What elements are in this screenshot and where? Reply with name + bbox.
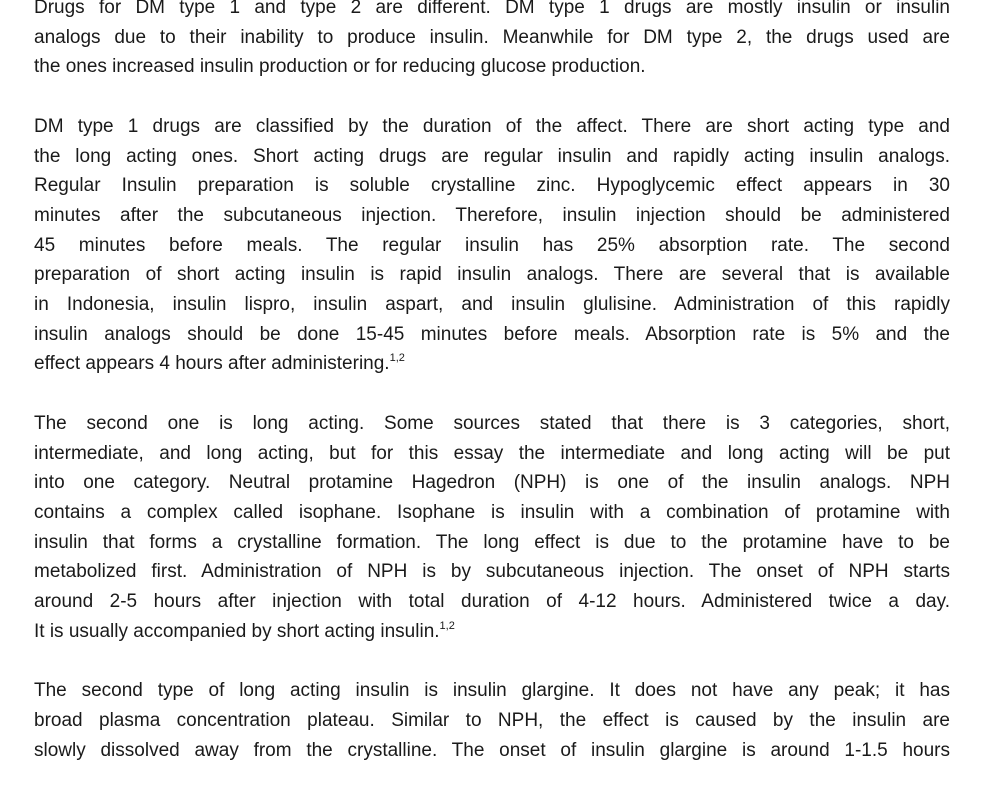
text-line: effect appears 4 hours after administering. xyxy=(34,353,390,375)
paragraph-drug-types xyxy=(34,0,950,82)
text-line: the ones increased insulin production or for reducing glucose production. xyxy=(34,56,646,78)
citation-superscript: 1,2 xyxy=(439,619,455,632)
text-line: metabolized first. Administration of NPH is by subcutaneous injection. The onset of NPH starts xyxy=(34,561,950,583)
text-line: Drugs for DM type 1 and type 2 are different. DM type 1 drugs are mostly insulin or insulin xyxy=(34,0,950,18)
text-line: around 2-5 hours after injection with total duration of 4-12 hours. Administered twice a day. xyxy=(34,591,950,613)
text-line: insulin that forms a crystalline formation. The long effect is due to the protamine have to be xyxy=(34,531,950,553)
text-line: preparation of short acting insulin is rapid insulin analogs. There are several that is available xyxy=(34,264,950,286)
text-line: into one category. Neutral protamine Hagedron (NPH) is one of the insulin analogs. NPH xyxy=(34,472,950,494)
text-line: Regular Insulin preparation is soluble crystalline zinc. Hypoglycemic effect appears in 30 xyxy=(34,175,950,197)
text-line: The second one is long acting. Some sources stated that there is 3 categories, short, xyxy=(34,412,950,434)
text-line: intermediate, and long acting, but for this essay the intermediate and long acting will be put xyxy=(34,442,950,464)
text-line: 45 minutes before meals. The regular insulin has 25% absorption rate. The second xyxy=(34,234,950,256)
text-line-with-citation xyxy=(34,617,950,647)
paragraph-insulin-glargine xyxy=(34,676,950,765)
text-line: broad plasma concentration plateau. Similar to NPH, the effect is caused by the insulin are xyxy=(34,709,950,731)
text-line-with-citation xyxy=(34,349,950,379)
text-line: insulin analogs should be done 15-45 minutes before meals. Absorption rate is 5% and the xyxy=(34,323,950,345)
document-page xyxy=(34,0,950,795)
text-line: the long acting ones. Short acting drugs are regular insulin and rapidly acting insulin analogs. xyxy=(34,145,950,167)
paragraph-short-acting xyxy=(34,112,950,379)
text-line: slowly dissolved away from the crystalline. The onset of insulin glargine is around 1-1.5 hours xyxy=(34,739,950,761)
text-line: The second type of long acting insulin is insulin glargine. It does not have any peak; it has xyxy=(34,680,950,702)
citation-superscript: 1,2 xyxy=(389,352,405,365)
paragraph-long-acting xyxy=(34,409,950,647)
text-line: minutes after the subcutaneous injection. Therefore, insulin injection should be administered xyxy=(34,204,950,226)
text-line: DM type 1 drugs are classified by the duration of the affect. There are short acting type and xyxy=(34,115,950,137)
text-line: analogs due to their inability to produce insulin. Meanwhile for DM type 2, the drugs used are xyxy=(34,26,950,48)
text-line: in Indonesia, insulin lispro, insulin aspart, and insulin glulisine. Administration of this rapidly xyxy=(34,294,950,316)
text-line: It is usually accompanied by short acting insulin. xyxy=(34,620,440,642)
text-line: contains a complex called isophane. Isophane is insulin with a combination of protamine with xyxy=(34,501,950,523)
